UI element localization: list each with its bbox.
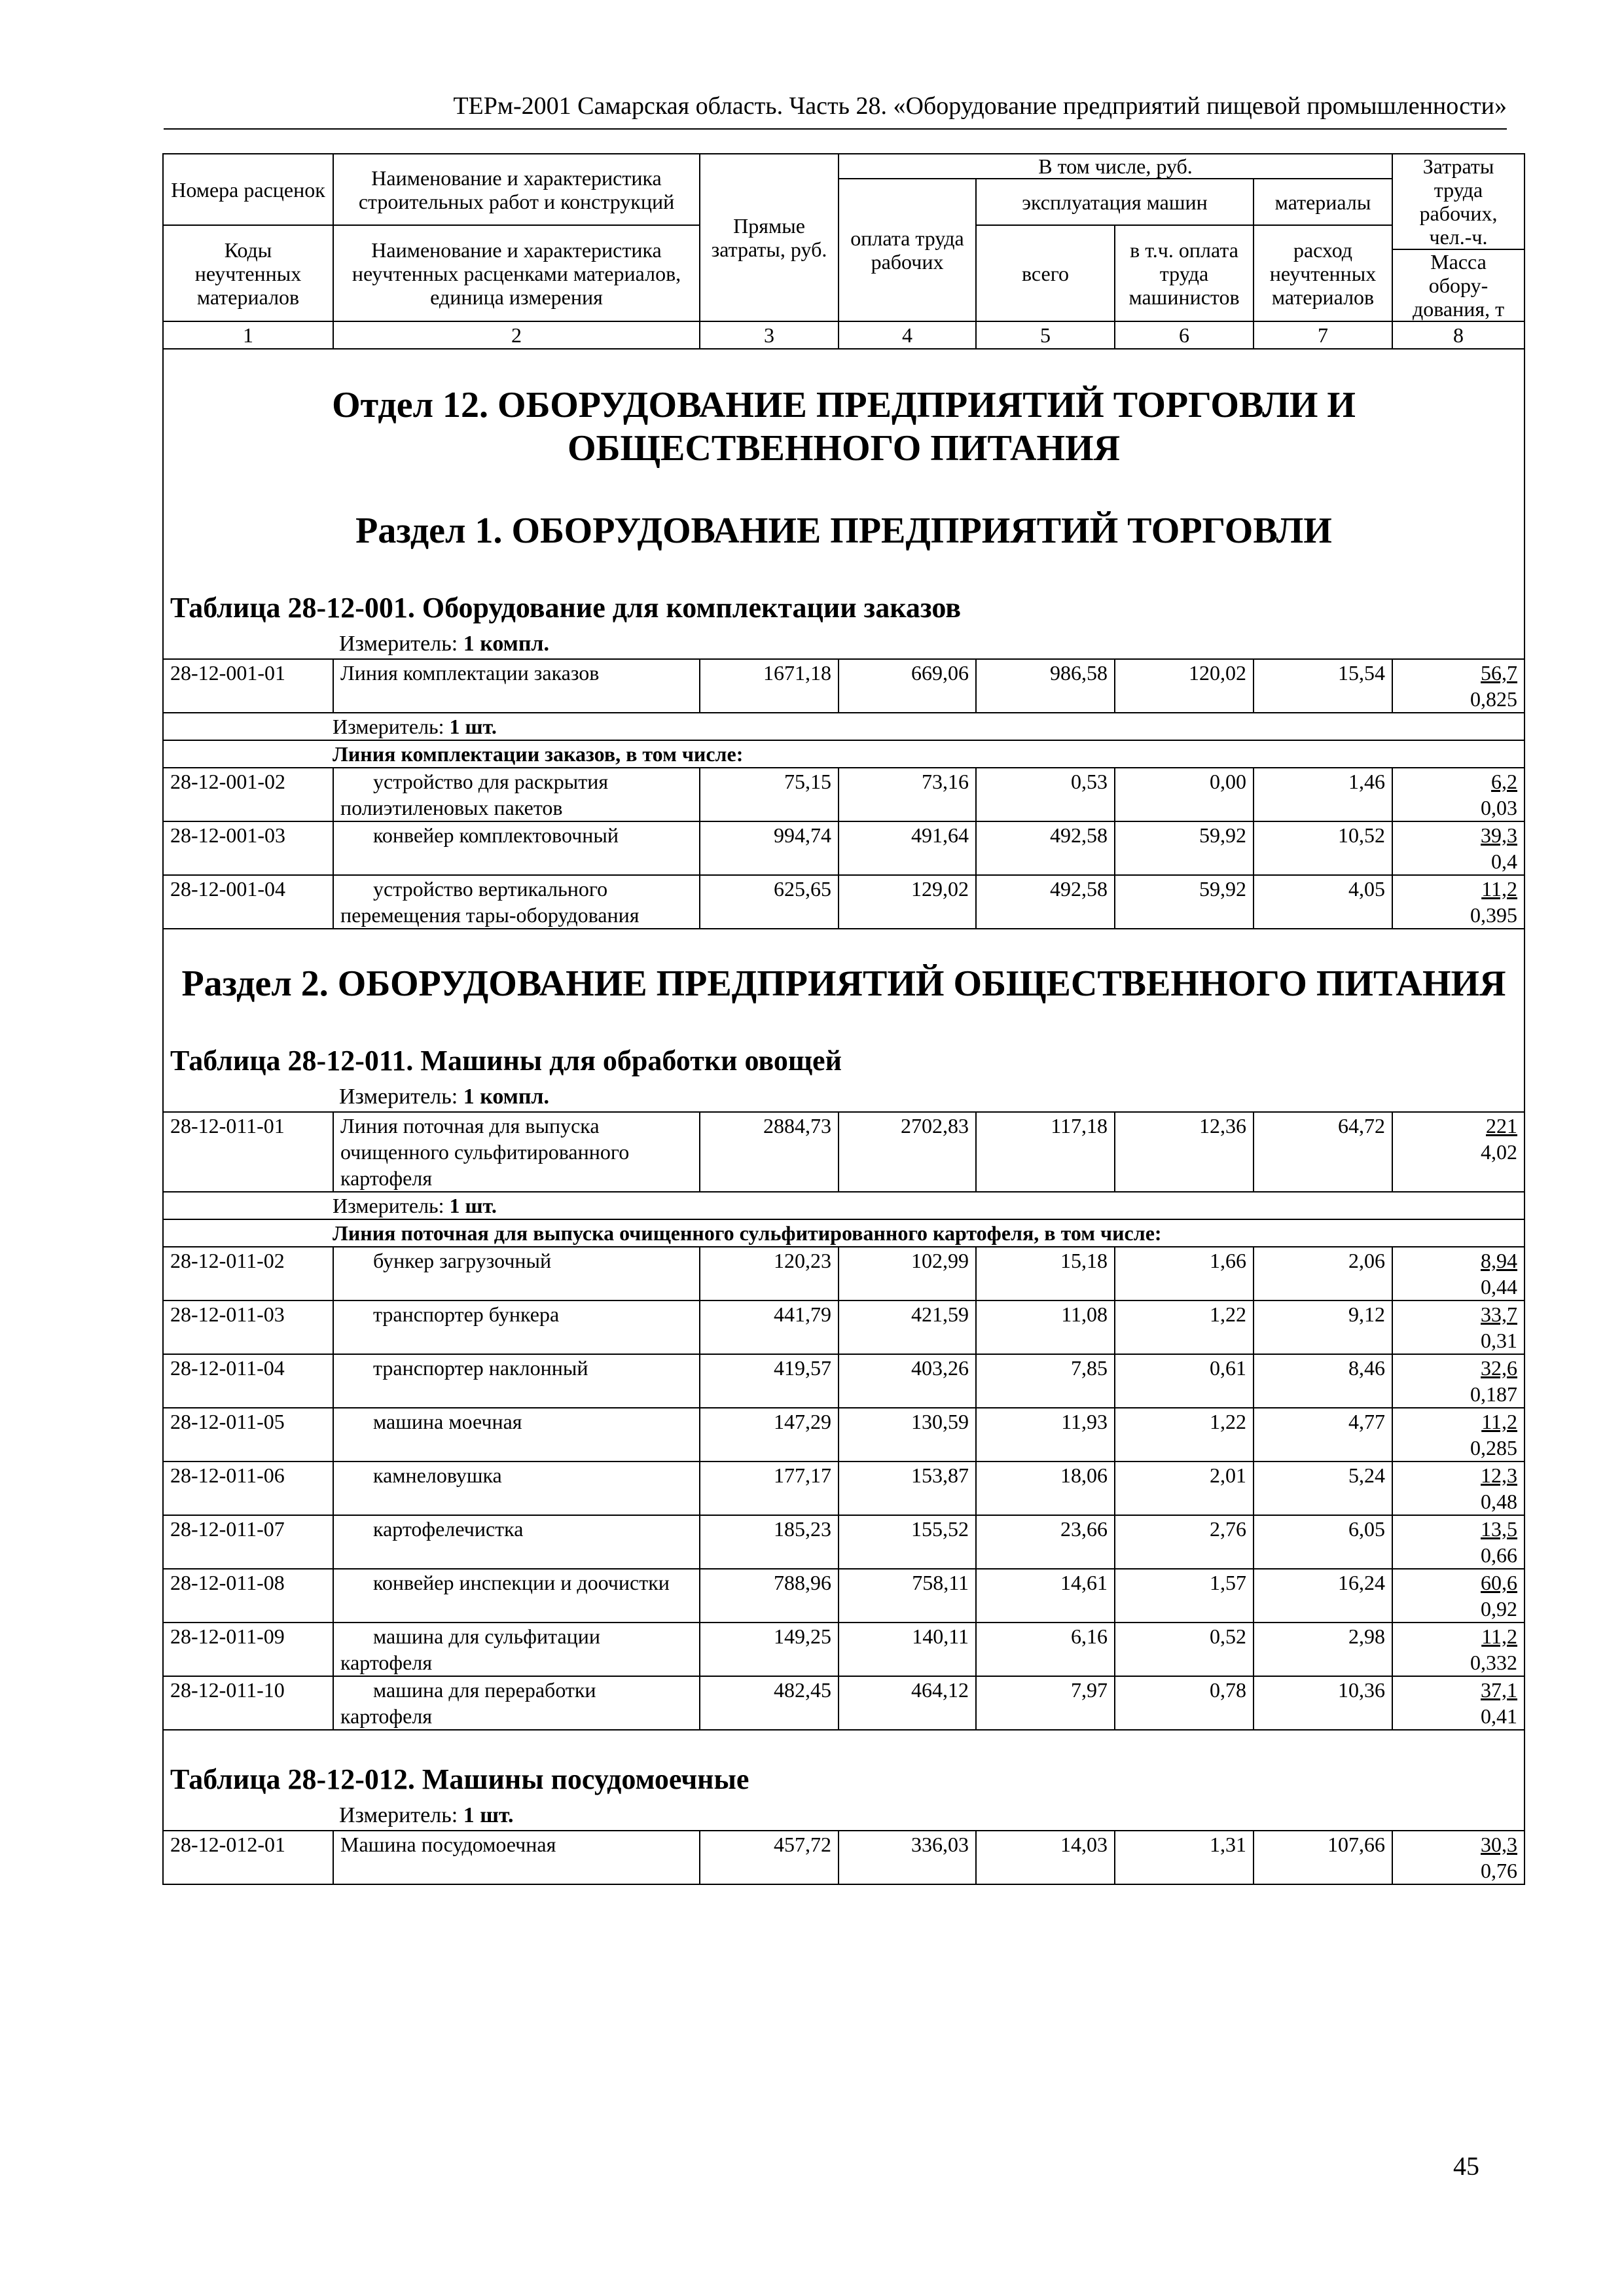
row-name: машина для сульфитации картофеля (333, 1623, 700, 1676)
row-labor: 39,3 (1481, 823, 1518, 847)
header-labor: Затраты труда рабочих, чел.-ч. (1392, 154, 1525, 249)
row-mass: 0,395 (1470, 903, 1518, 927)
row-name: бункер загрузочный (333, 1247, 700, 1300)
row-direct: 441,79 (700, 1300, 839, 1354)
row-wages: 102,99 (839, 1247, 976, 1300)
row-machinists-wages: 12,36 (1115, 1112, 1254, 1192)
header-row-1 (163, 154, 1525, 179)
row-wages: 491,64 (839, 821, 976, 875)
row-direct: 994,74 (700, 821, 839, 875)
table-011-sub-heading: Линия поточная для выпуска очищенного сульфитированного картофеля, в том числе: (163, 1219, 1525, 1247)
row-labor-mass (1392, 1515, 1525, 1569)
row-code: 28-12-011-10 (163, 1676, 333, 1730)
row-materials: 10,36 (1254, 1676, 1392, 1730)
sub-measure-row (163, 1192, 1525, 1219)
row-machinists-wages: 0,78 (1115, 1676, 1254, 1730)
table-row (163, 1247, 1525, 1300)
section-1-title: Раздел 1. ОБОРУДОВАНИЕ ПРЕДПРИЯТИЙ ТОРГОВЛИ (355, 511, 1332, 551)
row-mass: 0,31 (1481, 1329, 1518, 1352)
row-mass: 0,187 (1470, 1382, 1518, 1406)
row-machinists-wages: 1,22 (1115, 1408, 1254, 1462)
row-direct: 149,25 (700, 1623, 839, 1676)
table-001-measure: Измеритель: 1 компл. (339, 632, 550, 656)
row-mass: 0,92 (1481, 1597, 1518, 1621)
row-machines-total: 15,18 (976, 1247, 1115, 1300)
table-row (163, 1112, 1525, 1192)
row-labor: 11,2 (1481, 1624, 1518, 1648)
row-machines-total: 986,58 (976, 659, 1115, 713)
row-code: 28-12-011-09 (163, 1623, 333, 1676)
row-mass: 0,76 (1481, 1859, 1518, 1882)
table-row (163, 1300, 1525, 1354)
row-labor: 13,5 (1481, 1517, 1518, 1541)
row-machinists-wages: 2,01 (1115, 1462, 1254, 1515)
row-machinists-wages: 120,02 (1115, 659, 1254, 713)
row-machinists-wages: 0,52 (1115, 1623, 1254, 1676)
row-machines-total: 14,03 (976, 1831, 1115, 1884)
row-materials: 2,06 (1254, 1247, 1392, 1300)
table-012-title: Таблица 28-12-012. Машины посудомоечные (170, 1763, 749, 1795)
column-number: 6 (1115, 321, 1254, 349)
row-code: 28-12-011-07 (163, 1515, 333, 1569)
header-name-bottom: Наименование и характеристика неучтенных расценками материалов, единица измерения (333, 225, 700, 321)
row-mass: 0,66 (1481, 1543, 1518, 1567)
column-number: 8 (1392, 321, 1525, 349)
row-name: машина для переработки картофеля (333, 1676, 700, 1730)
table-011-title: Таблица 28-12-011. Машины для обработки овощей (170, 1045, 842, 1077)
row-direct: 788,96 (700, 1569, 839, 1623)
row-materials: 4,77 (1254, 1408, 1392, 1462)
row-mass: 0,4 (1491, 850, 1518, 873)
header-machines: эксплуатация машин (976, 179, 1254, 225)
row-wages: 153,87 (839, 1462, 976, 1515)
table-001-sub-measure: Измеритель: 1 шт. (163, 713, 1525, 740)
table-row (163, 1515, 1525, 1569)
row-labor-mass (1392, 821, 1525, 875)
row-machinists-wages: 1,57 (1115, 1569, 1254, 1623)
row-labor: 37,1 (1481, 1678, 1518, 1702)
column-number: 5 (976, 321, 1115, 349)
row-machines-total: 18,06 (976, 1462, 1115, 1515)
row-machinists-wages: 59,92 (1115, 875, 1254, 929)
row-wages: 403,26 (839, 1354, 976, 1408)
row-labor: 11,2 (1481, 877, 1518, 901)
row-labor: 60,6 (1481, 1571, 1518, 1594)
header-materials: материалы (1254, 179, 1392, 225)
row-code: 28-12-011-01 (163, 1112, 333, 1192)
row-materials: 10,52 (1254, 821, 1392, 875)
table-row (163, 1569, 1525, 1623)
row-name: транспортер бункера (333, 1300, 700, 1354)
row-labor-mass (1392, 1354, 1525, 1408)
header-in-that: В том числе, руб. (839, 154, 1392, 179)
heading-block-2 (163, 929, 1525, 1112)
column-numbers-row (163, 321, 1525, 349)
row-machinists-wages: 2,76 (1115, 1515, 1254, 1569)
table-row (163, 875, 1525, 929)
row-wages: 130,59 (839, 1408, 976, 1462)
row-mass: 0,332 (1470, 1651, 1518, 1674)
table-row (163, 659, 1525, 713)
row-direct: 482,45 (700, 1676, 839, 1730)
row-name: конвейер комплектовочный (333, 821, 700, 875)
row-materials: 64,72 (1254, 1112, 1392, 1192)
row-name: Линия поточная для выпуска очищенного сульфитированного картофеля (333, 1112, 700, 1192)
rates-table (162, 153, 1525, 1885)
row-code: 28-12-011-05 (163, 1408, 333, 1462)
row-labor-mass (1392, 1462, 1525, 1515)
row-labor: 33,7 (1481, 1302, 1518, 1326)
column-number: 4 (839, 321, 976, 349)
row-mass: 0,44 (1481, 1275, 1518, 1299)
row-direct: 147,29 (700, 1408, 839, 1462)
row-materials: 107,66 (1254, 1831, 1392, 1884)
row-code: 28-12-011-04 (163, 1354, 333, 1408)
row-code: 28-12-001-04 (163, 875, 333, 929)
row-machines-total: 0,53 (976, 768, 1115, 821)
row-mass: 0,825 (1470, 687, 1518, 711)
row-materials: 5,24 (1254, 1462, 1392, 1515)
table-row (163, 1676, 1525, 1730)
row-labor-mass (1392, 1300, 1525, 1354)
sub-heading-row (163, 740, 1525, 768)
row-materials: 9,12 (1254, 1300, 1392, 1354)
row-labor-mass (1392, 1676, 1525, 1730)
row-materials: 15,54 (1254, 659, 1392, 713)
row-machinists-wages: 1,22 (1115, 1300, 1254, 1354)
row-wages: 421,59 (839, 1300, 976, 1354)
row-mass: 0,48 (1481, 1490, 1518, 1513)
row-mass: 0,41 (1481, 1704, 1518, 1728)
row-mass: 0,03 (1481, 796, 1518, 819)
section-2-title: Раздел 2. ОБОРУДОВАНИЕ ПРЕДПРИЯТИЙ ОБЩЕСТВЕННОГО ПИТАНИЯ (181, 963, 1506, 1004)
row-materials: 8,46 (1254, 1354, 1392, 1408)
row-machinists-wages: 59,92 (1115, 821, 1254, 875)
row-direct: 457,72 (700, 1831, 839, 1884)
table-row (163, 1354, 1525, 1408)
table-row (163, 1831, 1525, 1884)
row-mass: 0,285 (1470, 1436, 1518, 1460)
row-machinists-wages: 0,00 (1115, 768, 1254, 821)
page-number: 45 (1453, 2151, 1479, 2181)
row-materials: 4,05 (1254, 875, 1392, 929)
sub-heading-row (163, 1219, 1525, 1247)
column-number: 7 (1254, 321, 1392, 349)
row-name: Линия комплектации заказов (333, 659, 700, 713)
table-row (163, 1462, 1525, 1515)
row-labor-mass (1392, 768, 1525, 821)
row-labor-mass (1392, 659, 1525, 713)
row-materials: 6,05 (1254, 1515, 1392, 1569)
row-direct: 120,23 (700, 1247, 839, 1300)
row-name: машина моечная (333, 1408, 700, 1462)
column-number: 3 (700, 321, 839, 349)
row-machines-total: 14,61 (976, 1569, 1115, 1623)
row-machinists-wages: 0,61 (1115, 1354, 1254, 1408)
header-codes-top: Номера расценок (163, 154, 333, 225)
row-name: транспортер наклонный (333, 1354, 700, 1408)
row-machines-total: 23,66 (976, 1515, 1115, 1569)
header-direct-costs: Прямые затраты, руб. (700, 154, 839, 321)
row-materials: 16,24 (1254, 1569, 1392, 1623)
row-code: 28-12-012-01 (163, 1831, 333, 1884)
row-machines-total: 11,93 (976, 1408, 1115, 1462)
row-name: конвейер инспекции и доочистки (333, 1569, 700, 1623)
row-wages: 758,11 (839, 1569, 976, 1623)
row-machines-total: 7,85 (976, 1354, 1115, 1408)
row-wages: 129,02 (839, 875, 976, 929)
row-machines-total: 6,16 (976, 1623, 1115, 1676)
row-name: камнеловушка (333, 1462, 700, 1515)
column-number: 1 (163, 321, 333, 349)
row-materials: 1,46 (1254, 768, 1392, 821)
row-wages: 73,16 (839, 768, 976, 821)
row-wages: 336,03 (839, 1831, 976, 1884)
header-mass: Масса обору-дования, т (1392, 249, 1525, 321)
row-code: 28-12-011-02 (163, 1247, 333, 1300)
row-name: Машина посудомоечная (333, 1831, 700, 1884)
table-011-measure: Измеритель: 1 компл. (339, 1085, 550, 1109)
table-row (163, 821, 1525, 875)
row-code: 28-12-001-02 (163, 768, 333, 821)
row-direct: 75,15 (700, 768, 839, 821)
row-labor: 6,2 (1491, 770, 1518, 793)
department-title: Отдел 12. ОБОРУДОВАНИЕ ПРЕДПРИЯТИЙ ТОРГОВЛИ И ОБЩЕСТВЕННОГО ПИТАНИЯ (332, 385, 1356, 469)
row-labor: 8,94 (1481, 1249, 1518, 1272)
row-labor-mass (1392, 1623, 1525, 1676)
row-labor-mass (1392, 1247, 1525, 1300)
table-row (163, 1408, 1525, 1462)
row-machines-total: 492,58 (976, 821, 1115, 875)
row-materials: 2,98 (1254, 1623, 1392, 1676)
row-code: 28-12-011-03 (163, 1300, 333, 1354)
row-direct: 1671,18 (700, 659, 839, 713)
row-name: устройство для раскрытия полиэтиленовых пакетов (333, 768, 700, 821)
row-machines-total: 492,58 (976, 875, 1115, 929)
heading-block-3 (163, 1730, 1525, 1831)
header-wages: оплата труда рабочих (839, 179, 976, 321)
header-codes-bottom: Коды неучтенных материалов (163, 225, 333, 321)
row-code: 28-12-011-08 (163, 1569, 333, 1623)
row-code: 28-12-011-06 (163, 1462, 333, 1515)
row-name: устройство вертикального перемещения тары-оборудования (333, 875, 700, 929)
row-name: картофелечистка (333, 1515, 700, 1569)
row-mass: 4,02 (1481, 1140, 1518, 1164)
table-011-sub-measure: Измеритель: 1 шт. (163, 1192, 1525, 1219)
row-code: 28-12-001-01 (163, 659, 333, 713)
running-header: ТЕРм-2001 Самарская область. Часть 28. «Оборудование предприятий пищевой промышленности» (164, 92, 1507, 130)
row-labor: 32,6 (1481, 1356, 1518, 1380)
row-labor: 11,2 (1481, 1410, 1518, 1433)
row-machines-total: 11,08 (976, 1300, 1115, 1354)
row-machines-total: 7,97 (976, 1676, 1115, 1730)
row-direct: 185,23 (700, 1515, 839, 1569)
row-wages: 155,52 (839, 1515, 976, 1569)
row-labor: 221 (1486, 1114, 1518, 1138)
table-row (163, 768, 1525, 821)
row-machines-total: 117,18 (976, 1112, 1115, 1192)
table-001-sub-heading: Линия комплектации заказов, в том числе: (163, 740, 1525, 768)
row-wages: 669,06 (839, 659, 976, 713)
row-labor-mass (1392, 1408, 1525, 1462)
header-machines-total: всего (976, 225, 1115, 321)
row-labor-mass (1392, 1569, 1525, 1623)
row-direct: 2884,73 (700, 1112, 839, 1192)
row-labor-mass (1392, 875, 1525, 929)
header-name-top: Наименование и характеристика строительных работ и конструкций (333, 154, 700, 225)
table-001-title: Таблица 28-12-001. Оборудование для комплектации заказов (170, 592, 962, 624)
row-machinists-wages: 1,31 (1115, 1831, 1254, 1884)
row-wages: 2702,83 (839, 1112, 976, 1192)
header-unaccounted-materials: расход неучтенных материалов (1254, 225, 1392, 321)
row-direct: 177,17 (700, 1462, 839, 1515)
table-012-measure: Измеритель: 1 шт. (339, 1803, 514, 1827)
row-labor: 56,7 (1481, 661, 1518, 685)
row-direct: 625,65 (700, 875, 839, 929)
row-labor-mass (1392, 1831, 1525, 1884)
row-code: 28-12-001-03 (163, 821, 333, 875)
column-number: 2 (333, 321, 700, 349)
header-machinists-wages: в т.ч. оплата труда машинистов (1115, 225, 1254, 321)
row-wages: 140,11 (839, 1623, 976, 1676)
row-machinists-wages: 1,66 (1115, 1247, 1254, 1300)
table-row (163, 1623, 1525, 1676)
row-direct: 419,57 (700, 1354, 839, 1408)
heading-block-1 (163, 349, 1525, 659)
row-labor: 30,3 (1481, 1833, 1518, 1856)
row-wages: 464,12 (839, 1676, 976, 1730)
row-labor-mass (1392, 1112, 1525, 1192)
row-labor: 12,3 (1481, 1463, 1518, 1487)
sub-measure-row (163, 713, 1525, 740)
